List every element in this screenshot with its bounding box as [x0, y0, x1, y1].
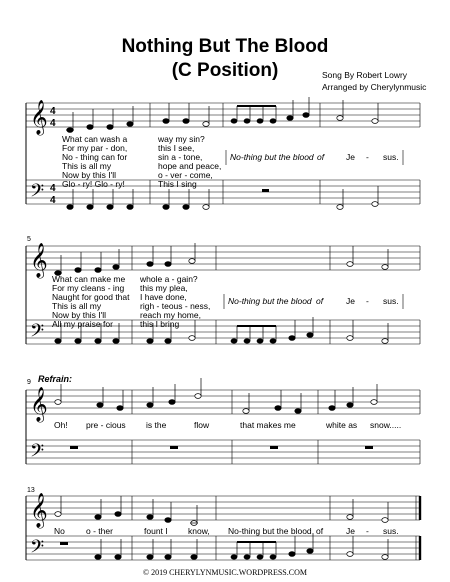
- lyrics-system-1: [62, 134, 399, 189]
- lyrics-system-4: [54, 526, 399, 536]
- svg-text:4: 4: [50, 195, 56, 206]
- refrain-lyric: No-thing but the blood: [230, 152, 314, 162]
- svg-text:4: 4: [50, 106, 56, 117]
- lyric-word: sus.: [383, 526, 399, 536]
- lyric-word: -: [366, 526, 369, 536]
- bass-clef-icon: 𝄢: [30, 537, 45, 562]
- lyric-word: pre - cious: [86, 420, 126, 430]
- lyric-line: This I sing: [158, 179, 197, 189]
- treble-clef-icon: 𝄞: [30, 243, 48, 278]
- bass-rests-s4: [60, 542, 68, 545]
- refrain-lyric: of: [317, 152, 325, 162]
- treble-notes-s4: [55, 496, 388, 525]
- lyric-line: No - thing can for: [62, 152, 128, 162]
- lyric-line: For my par - don,: [62, 143, 128, 153]
- lyric-line: hope and peace,: [158, 161, 222, 171]
- song-title: Nothing But The Blood: [121, 36, 329, 57]
- lyric-word: of: [316, 526, 324, 536]
- refrain-lyric: sus.: [383, 152, 399, 162]
- bass-rests-s1: [262, 189, 269, 192]
- lyric-word: Oh!: [54, 420, 68, 430]
- lyric-word: that makes me: [240, 420, 296, 430]
- treble-clef-icon: 𝄞: [30, 100, 48, 135]
- lyric-word: white as: [326, 420, 358, 430]
- treble-notes-s2: [54, 243, 388, 275]
- lyric-line: sin a - tone,: [158, 152, 203, 162]
- measure-number: 13: [27, 487, 35, 494]
- lyric-line: What can wash a: [62, 134, 128, 144]
- svg-text:4: 4: [50, 183, 56, 194]
- lyric-line: Now by this I'll: [52, 310, 107, 320]
- bass-rests-s3: [70, 446, 373, 449]
- refrain-lyric: No-thing but the blood: [228, 296, 312, 306]
- lyric-line: whole a - gain?: [140, 274, 198, 284]
- lyric-word: o - ther: [86, 526, 113, 536]
- lyric-line: reach my home,: [140, 310, 201, 320]
- measure-number: 9: [27, 379, 31, 386]
- treble-notes-m1: [66, 106, 133, 132]
- lyric-line: For my cleans - ing: [52, 283, 125, 293]
- lyric-word: know,: [188, 526, 210, 536]
- copyright-footer: © 2019 CHERYLYNMUSIC.WORDPRESS.COM: [143, 568, 307, 577]
- refrain-lyric: Je: [346, 296, 355, 306]
- treble-clef-icon: 𝄞: [30, 493, 48, 528]
- svg-text:4: 4: [50, 118, 56, 129]
- bass-notes-s4: [95, 533, 388, 559]
- bass-clef-icon: 𝄢: [30, 181, 45, 206]
- lyric-line: This is all my: [62, 161, 112, 171]
- lyric-line: righ - teous - ness,: [140, 301, 211, 311]
- lyric-line: Glo - ry! Glo - ry!: [62, 179, 125, 189]
- song-subtitle: (C Position): [171, 60, 279, 81]
- refrain-lyric: -: [366, 296, 369, 306]
- lyrics-system-2: [52, 274, 399, 329]
- refrain-label: Refrain:: [38, 374, 73, 384]
- lyric-line: What can make me: [52, 274, 126, 284]
- lyric-line: This is all my: [52, 301, 102, 311]
- refrain-lyric: Je: [346, 152, 355, 162]
- refrain-lyric: sus.: [383, 296, 399, 306]
- lyric-word: Je: [346, 526, 355, 536]
- lyric-line: this I bring: [140, 319, 180, 329]
- lyric-line: way my sin?: [158, 134, 205, 144]
- lyric-line: Naught for good that: [52, 292, 130, 302]
- treble-notes-m3: [231, 97, 309, 123]
- refrain-lyric: -: [366, 152, 369, 162]
- lyric-line: I have done,: [140, 292, 187, 302]
- treble-notes-m4: [337, 100, 378, 123]
- lyric-word: No-thing but the blood: [228, 526, 312, 536]
- bass-clef-icon: 𝄢: [30, 441, 45, 466]
- arranger-credit: Arranged by Cherylynmusic: [322, 82, 427, 92]
- lyrics-system-3: [54, 420, 401, 430]
- refrain-lyric: of: [316, 296, 324, 306]
- lyric-line: All my praise for: [52, 319, 113, 329]
- treble-clef-icon: 𝄞: [30, 387, 48, 422]
- lyric-word: fount I: [144, 526, 168, 536]
- lyric-line: o - ver - come,: [158, 170, 213, 180]
- bass-clef-icon: 𝄢: [30, 321, 45, 346]
- lyric-word: is the: [146, 420, 167, 430]
- measure-number: 5: [27, 236, 31, 243]
- time-signature: [50, 106, 56, 206]
- lyric-line: Now by this I'll: [62, 170, 117, 180]
- lyric-word: snow.....: [370, 420, 402, 430]
- lyric-word: No: [54, 526, 65, 536]
- lyric-line: this I see,: [158, 143, 195, 153]
- lyric-line: this my plea,: [140, 283, 188, 293]
- composer-credit: Song By Robert Lowry: [322, 70, 408, 80]
- lyric-word: flow: [194, 420, 210, 430]
